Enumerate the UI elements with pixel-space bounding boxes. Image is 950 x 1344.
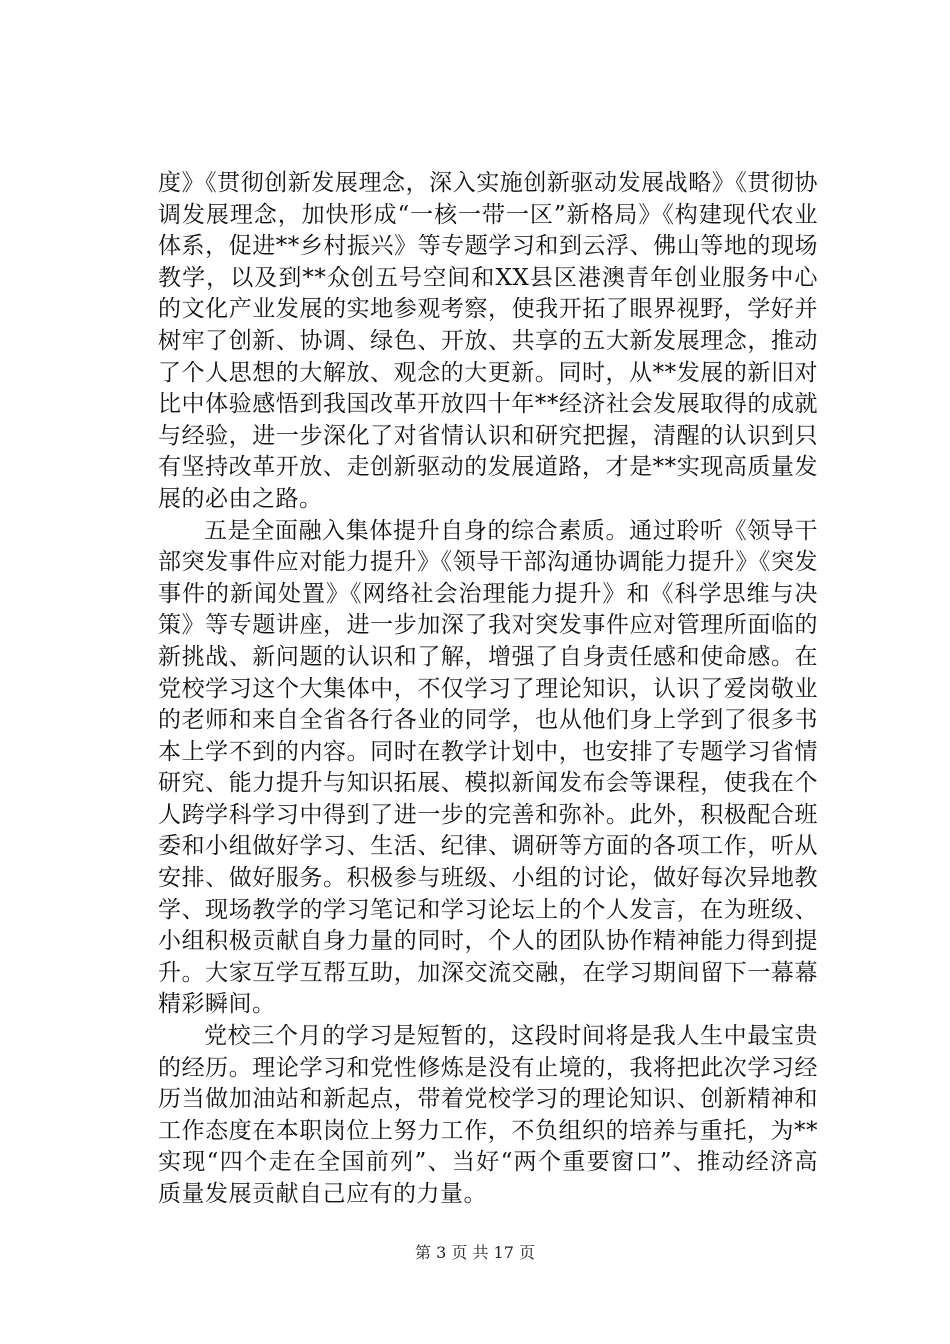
page-number-label: 第 3 页 共 17 页 [415,1243,535,1262]
page-footer [0,1243,950,1263]
paragraph-2: 五是全面融入集体提升自身的综合素质。通过聆听《领导干部突发事件应对能力提升》《领导干部沟通协调能力提升》《突发事件的新闻处置》《网络社会治理能力提升》和《科学思维与决策》等专题讲座，进一步加深了我对突发事件应对管理所面临的新挑战、新问题的认识和了解，增强了自身责任感和使命感。在党校学习这个大集体中，不仅学习了理论知识，认识了爱岗敬业的老师和来自全省各行各业的同学，也从他们身上学到了很多书本上学不到的内容。同时在教学计划中，也安排了专题学习省情研究、能力提升与知识拓展、模拟新闻发布会等课程，使我在个人跨学科学习中得到了进一步的完善和弥补。此外，积极配合班委和小组做好学习、生活、纪律、调研等方面的各项工作，听从安排、做好服务。积极参与班级、小组的讨论，做好每次异地教学、现场教学的学习笔记和学习论坛上的个人发言，在为班级、小组积极贡献自身力量的同时，个人的团队协作精神能力得到提升。大家互学互帮互助，加深交流交融，在学习期间留下一幕幕精彩瞬间。 [158,517,818,1018]
paragraph-3: 党校三个月的学习是短暂的，这段时间将是我人生中最宝贵的经历。理论学习和党性修炼是没有止境的，我将把此次学习经历当做加油站和新起点，带着党校学习的理论知识、创新精神和工作态度在本职岗位上努力工作，不负组织的培养与重托，为**实现“四个走在全国前列”、当好“两个重要窗口”、推动经济高质量发展贡献自己应有的力量。 [158,1023,818,1207]
paragraph-1: 度》《贯彻创新发展理念，深入实施创新驱动发展战略》《贯彻协调发展理念，加快形成“一核一带一区”新格局》《构建现代农业体系，促进**乡村振兴》等专题学习和到云浮、佛山等地的现场教学，以及到**众创五号空间和XX县区港澳青年创业服务中心的文化产业发展的实地参观考察，使我开拓了眼界视野，学好并树牢了创新、协调、绿色、开放、共享的五大新发展理念，推动了个人思想的大解放、观念的大更新。同时，从**发展的新旧对比中体验感悟到我国改革开放四十年**经济社会发展取得的成就与经验，进一步深化了对省情认识和研究把握，清醒的认识到只有坚持改革开放、走创新驱动的发展道路，才是**实现高质量发展的必由之路。 [158,170,818,512]
document-body [158,168,818,1211]
